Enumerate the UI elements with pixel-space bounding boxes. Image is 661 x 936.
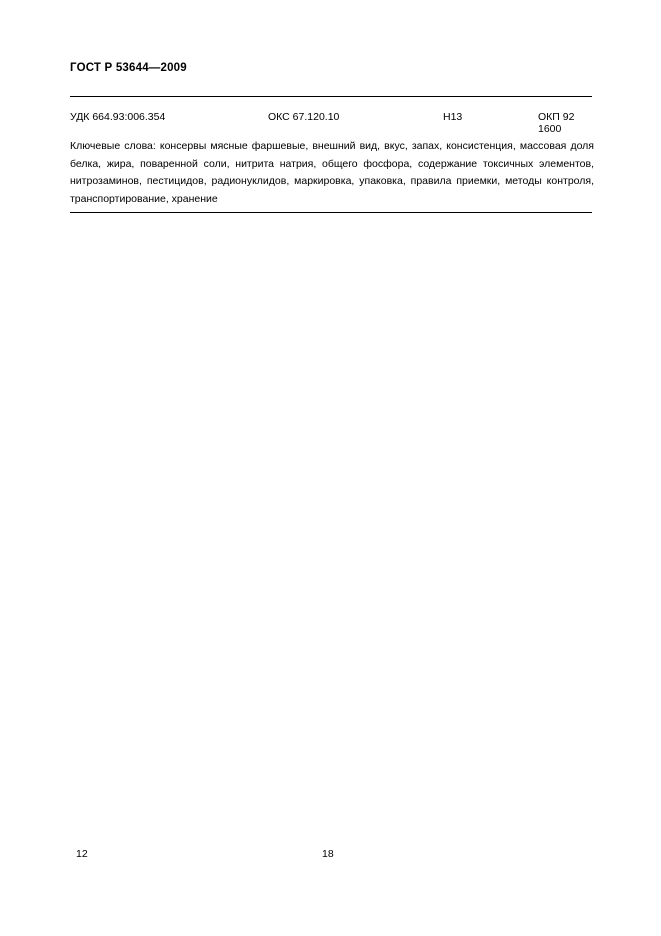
oks-code: ОКС 67.120.10	[268, 111, 340, 123]
classification-codes-row	[70, 111, 592, 135]
keywords-paragraph: Ключевые слова: консервы мясные фаршевые, внешний вид, вкус, запах, консистенция, массовая доля белка, жира, поваренной соли, нитрита натрия, общего фосфора, содержание токсичных элементов, нитрозаминов, пестицидов, радионуклидов, маркировка, упаковка, правила приемки, методы контроля, транспортирование, хранение	[70, 140, 594, 205]
page-number-left: 12	[76, 848, 88, 860]
okp-code: ОКП 92 1600	[538, 111, 575, 135]
group-code: Н13	[443, 111, 463, 123]
header-divider-top	[70, 96, 592, 97]
keywords-divider-bottom	[70, 212, 592, 213]
page-footer	[0, 848, 661, 864]
page-number-center: 18	[322, 848, 334, 860]
standard-number-header: ГОСТ Р 53644—2009	[70, 62, 187, 74]
udk-code: УДК 664.93:006.354	[70, 111, 166, 123]
